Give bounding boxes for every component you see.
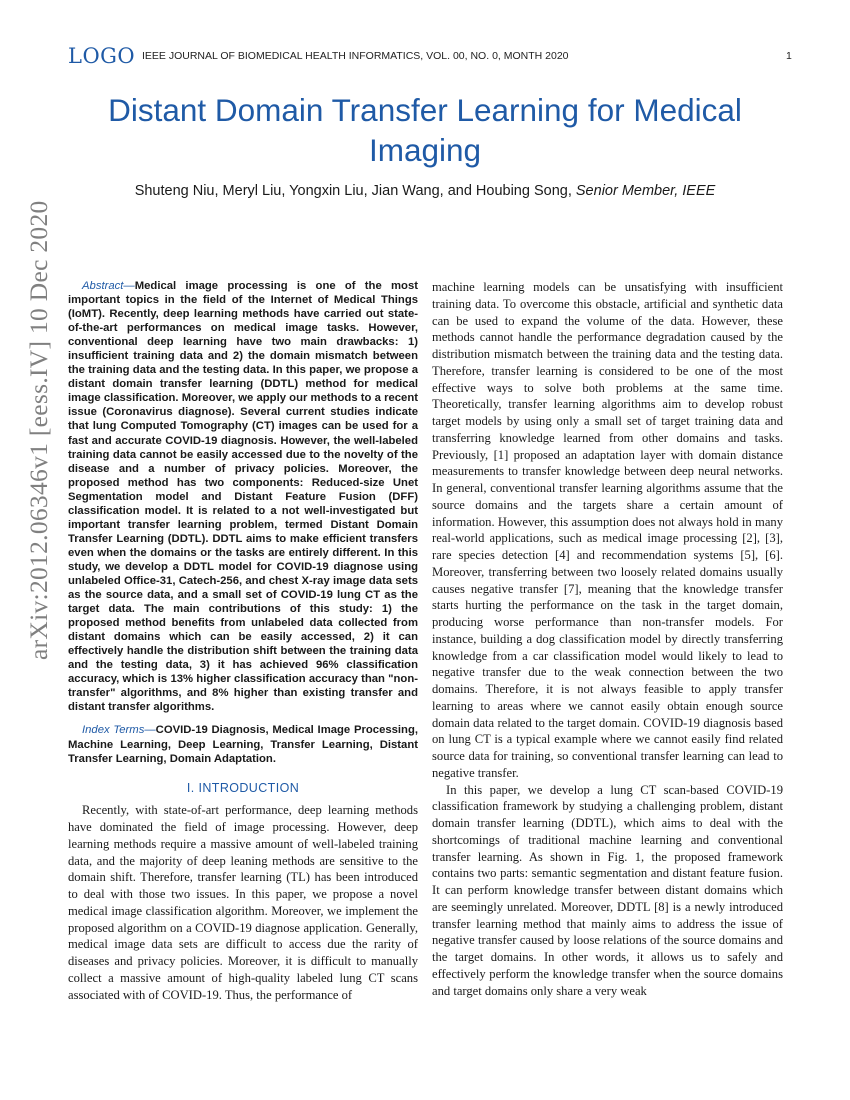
author-role: Senior Member, IEEE <box>575 183 716 199</box>
left-column <box>68 279 418 1003</box>
arxiv-stamp: arXiv:2012.06346v1 [eess.IV] 10 Dec 2020 <box>24 200 53 660</box>
section-heading: I. INTRODUCTION <box>186 780 300 795</box>
paper-title: Distant Domain Transfer Learning for Medical Imaging <box>108 92 742 168</box>
right-column <box>432 279 783 999</box>
intro-paragraph-right-2: In this paper, we develop a lung CT scan-based COVID-19 classification framework by studying a challenging problem, distant domain transfer learning (DDTL), which aims to deal with the shortcomings of traditional machine learning and conventional transfer learning. As shown in Fig. 1, the proposed framework contains two parts: semantic segmentation and distant feature fusion. It can perform knowledge transfer between distant domains which are seemingly unrelated. Moreover, DDTL [8] is a newly introduced transfer learning method that mainly aims to address the issue of negative transfer caused by loose relations of the source domains and the target domains. In other words, it allows us to safely and effectively perform the knowledge transfer when the source domains and target domains only share a very weak <box>432 782 783 998</box>
author-list <box>60 183 790 199</box>
abstract-label: Abstract— <box>82 280 135 292</box>
index-terms-text: COVID-19 Diagnosis, Medical Image Processing, Machine Learning, Deep Learning, Transfer Learning, Distant Transfer Learning, Domain Adaptation. <box>68 724 418 765</box>
running-header: IEEE JOURNAL OF BIOMEDICAL HEALTH INFORMATICS, VOL. 00, NO. 0, MONTH 2020 <box>142 50 569 62</box>
index-terms-label: Index Terms— <box>82 724 156 737</box>
abstract-text: Medical image processing is one of the most important topics in the field of the Internet of Medical Things (IoMT). Recently, deep learning methods have carried out state-of-the-art performances on medical image tasks. However, conventional deep learning have two main drawbacks: 1) insufficient training data and 2) the domain mismatch between the training data and the testing data. In this paper, we propose a distant domain transfer learning (DDTL) method for medical image classification. Moreover, we apply our methods to a recent issue (Coronavirus diagnose). Several current studies indicate that lung Computed Tomography (CT) images can be used for a fast and accurate COVID-19 diagnosis. However, the well-labeled training data cannot be easily accessed due to the novelty of the disease and a number of privacy policies. Moreover, the proposed method has two components: Reduced-size Unet Segmentation model and Distant Feature Fusion (DFF) classification model. It is related to a not well-investigated but important transfer learning problem, termed Distant Domain Transfer Learning (DDTL). DDTL aims to make efficient transfers even when the domains or the tasks are entirely different. In this study, we develop a DDTL model for COVID-19 diagnose using unlabeled Office-31, Catech-256, and chest X-ray image data sets as the source data, and a small set of COVID-19 lung CT as the target data. The main contributions of this study: 1) the proposed method benefits from unlabeled data collected from distant domains which can be easily accessed, 2) it can effectively handle the distribution shift between the training data and the testing data, 3) it has achieved 96% classification accuracy, which is 13% higher classification accuracy than "non-transfer" algorithms, and 8% higher than existing transfer and distant transfer algorithms. <box>68 280 418 714</box>
intro-paragraph-right-1: machine learning models can be unsatisfying with insufficient training data. To overcome this obstacle, artificial and synthetic data can be used to expand the volume of the data. However, these methods cannot handle the performance degradation caused by the distribution mismatch between the training data and the testing data. Therefore, transfer learning is considered to be one of the most effective ways to solve both problems at the same time. Theoretically, transfer learning algorithms aim to develop robust target models by using only a small set of target training data and transferring knowledge learned from other domains and tasks. Previously, [1] proposed an adaptation layer with domain distance measurements to transfer knowledge between deep neural networks. In general, conventional transfer learning algorithms assume that the source domains and the targets share a certain amount of information. However, this assumption does not always hold in many real-world applications, such as medical image processing [2], [3], rare species detection [4] and recommendation systems [5], [6]. Moreover, transferring between two loosely related domains usually causes negative transfer [7], meaning that the knowledge transfer starts hurting the performance on the task in the target domain, producing worse performance than non-transfer models. For instance, building a dog classification model by directly transferring knowledge from a car classification model would likely to lead to negative transfer due to the weak connection between the two domains. Therefore, it is not always feasible to apply transfer learning to areas where we cannot easily obtain enough source domain data related to the target domain. COVID-19 diagnosis based on lung CT is a typical example where we cannot easily find related source data for training, so conventional transfer learning can lead to negative transfer. <box>432 280 783 780</box>
intro-paragraph-left: Recently, with state-of-art performance, deep learning methods have dominated the field of image processing. However, deep learning methods require a massive amount of well-labeled training data, and the majority of deep leaning methods are sensitive to the domain shift. Therefore, transfer learning (TL) has been introduced to deal with those two issues. In this paper, we propose a novel medical image classification algorithm. Moreover, we implement the proposed algorithm on a COVID-19 diagnose application. Generally, medical image data sets are difficult to access due the rarity of diseases and privacy policies. Moreover, it is difficult to manually collect a massive amount of high-quality labeled lung CT scans associated with of COVID-19. Thus, the performance of <box>68 803 418 1002</box>
journal-logo: LOGO <box>68 44 136 68</box>
index-terms <box>68 723 418 765</box>
abstract <box>68 279 418 714</box>
author-names: Shuteng Niu, Meryl Liu, Yongxin Liu, Jian Wang, and Houbing Song, <box>134 183 572 199</box>
page-number: 1 <box>786 50 792 62</box>
